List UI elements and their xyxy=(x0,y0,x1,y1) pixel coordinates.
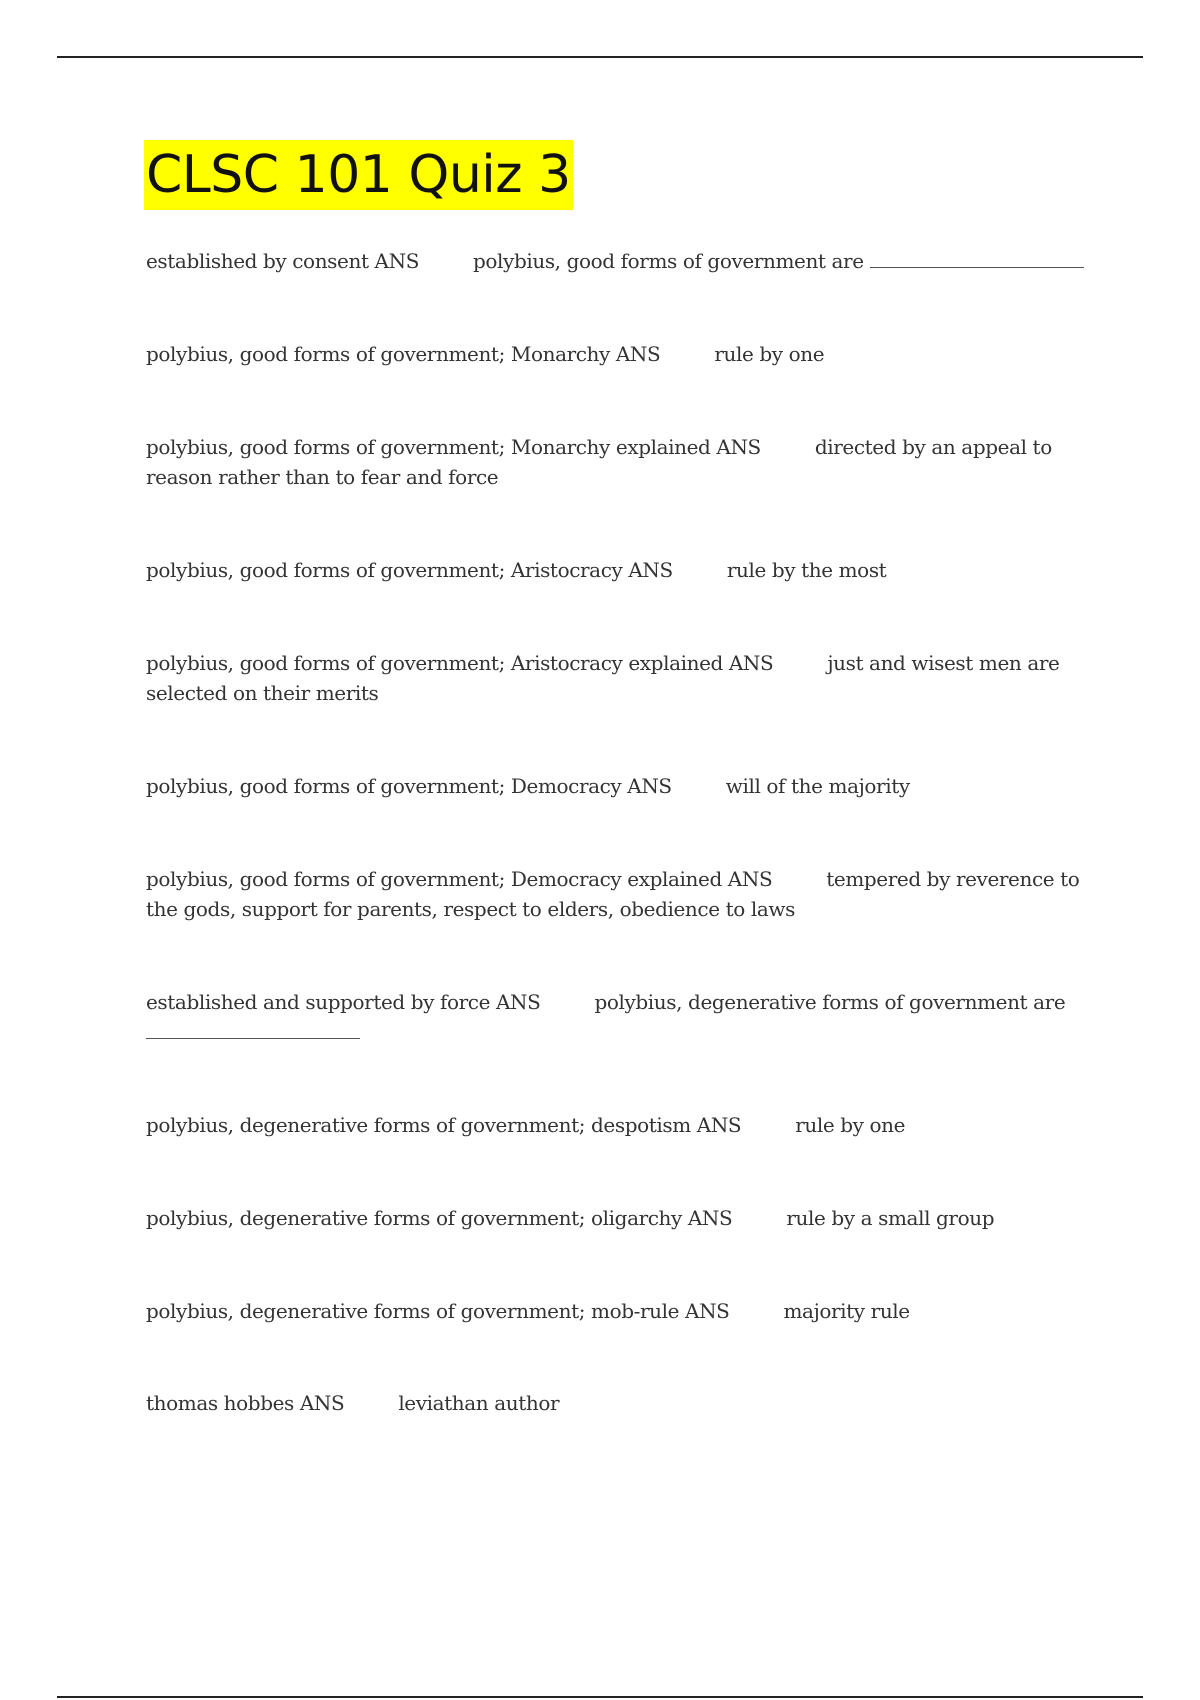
list-item xyxy=(146,864,1096,924)
answer-blank xyxy=(870,255,1084,268)
question-text: polybius, good forms of government are xyxy=(473,249,864,273)
answer-text: established and supported by force ANS xyxy=(146,990,541,1014)
question-text: polybius, degenerative forms of government are xyxy=(594,990,1066,1014)
list-item xyxy=(146,1388,1096,1418)
list-item xyxy=(146,432,1096,492)
answer-text: polybius, degenerative forms of government; despotism ANS xyxy=(146,1113,742,1137)
page-title: CLSC 101 Quiz 3 xyxy=(144,140,573,210)
question-text: rule by the most xyxy=(726,558,887,582)
answer-text: established by consent ANS xyxy=(146,249,419,273)
list-item xyxy=(146,339,1096,369)
answer-text: polybius, good forms of government; Aristocracy explained ANS xyxy=(146,651,774,675)
answer-text: polybius, good forms of government; Democracy explained ANS xyxy=(146,867,773,891)
question-text: rule by one xyxy=(795,1113,906,1137)
question-text: majority rule xyxy=(783,1299,910,1323)
answer-text: thomas hobbes ANS xyxy=(146,1391,345,1415)
question-text: rule by one xyxy=(714,342,825,366)
qa-list xyxy=(146,246,1096,1418)
document-body xyxy=(146,140,1096,1481)
list-item xyxy=(146,987,1096,1047)
list-item xyxy=(146,246,1096,276)
answer-blank xyxy=(146,1026,360,1039)
list-item xyxy=(146,1296,1096,1326)
answer-text: polybius, good forms of government; Aristocracy ANS xyxy=(146,558,673,582)
list-item xyxy=(146,771,1096,801)
answer-text: polybius, good forms of government; Democracy ANS xyxy=(146,774,672,798)
question-text: leviathan author xyxy=(398,1391,560,1415)
answer-text: polybius, degenerative forms of government; oligarchy ANS xyxy=(146,1206,733,1230)
list-item xyxy=(146,1203,1096,1233)
list-item xyxy=(146,555,1096,585)
list-item xyxy=(146,1110,1096,1140)
answer-text: polybius, good forms of government; Monarchy explained ANS xyxy=(146,435,761,459)
question-text: just and wisest men are selected on their merits xyxy=(146,651,1060,705)
question-text: directed by an appeal to reason rather than to fear and force xyxy=(146,435,1052,489)
question-text: will of the majority xyxy=(725,774,910,798)
list-item xyxy=(146,648,1096,708)
answer-text: polybius, degenerative forms of government; mob-rule ANS xyxy=(146,1299,730,1323)
question-text: rule by a small group xyxy=(786,1206,995,1230)
bottom-rule xyxy=(57,1696,1143,1698)
answer-text: polybius, good forms of government; Monarchy ANS xyxy=(146,342,661,366)
question-text: tempered by reverence to the gods, support for parents, respect to elders, obedience to laws xyxy=(146,867,1080,921)
top-rule xyxy=(57,56,1143,58)
